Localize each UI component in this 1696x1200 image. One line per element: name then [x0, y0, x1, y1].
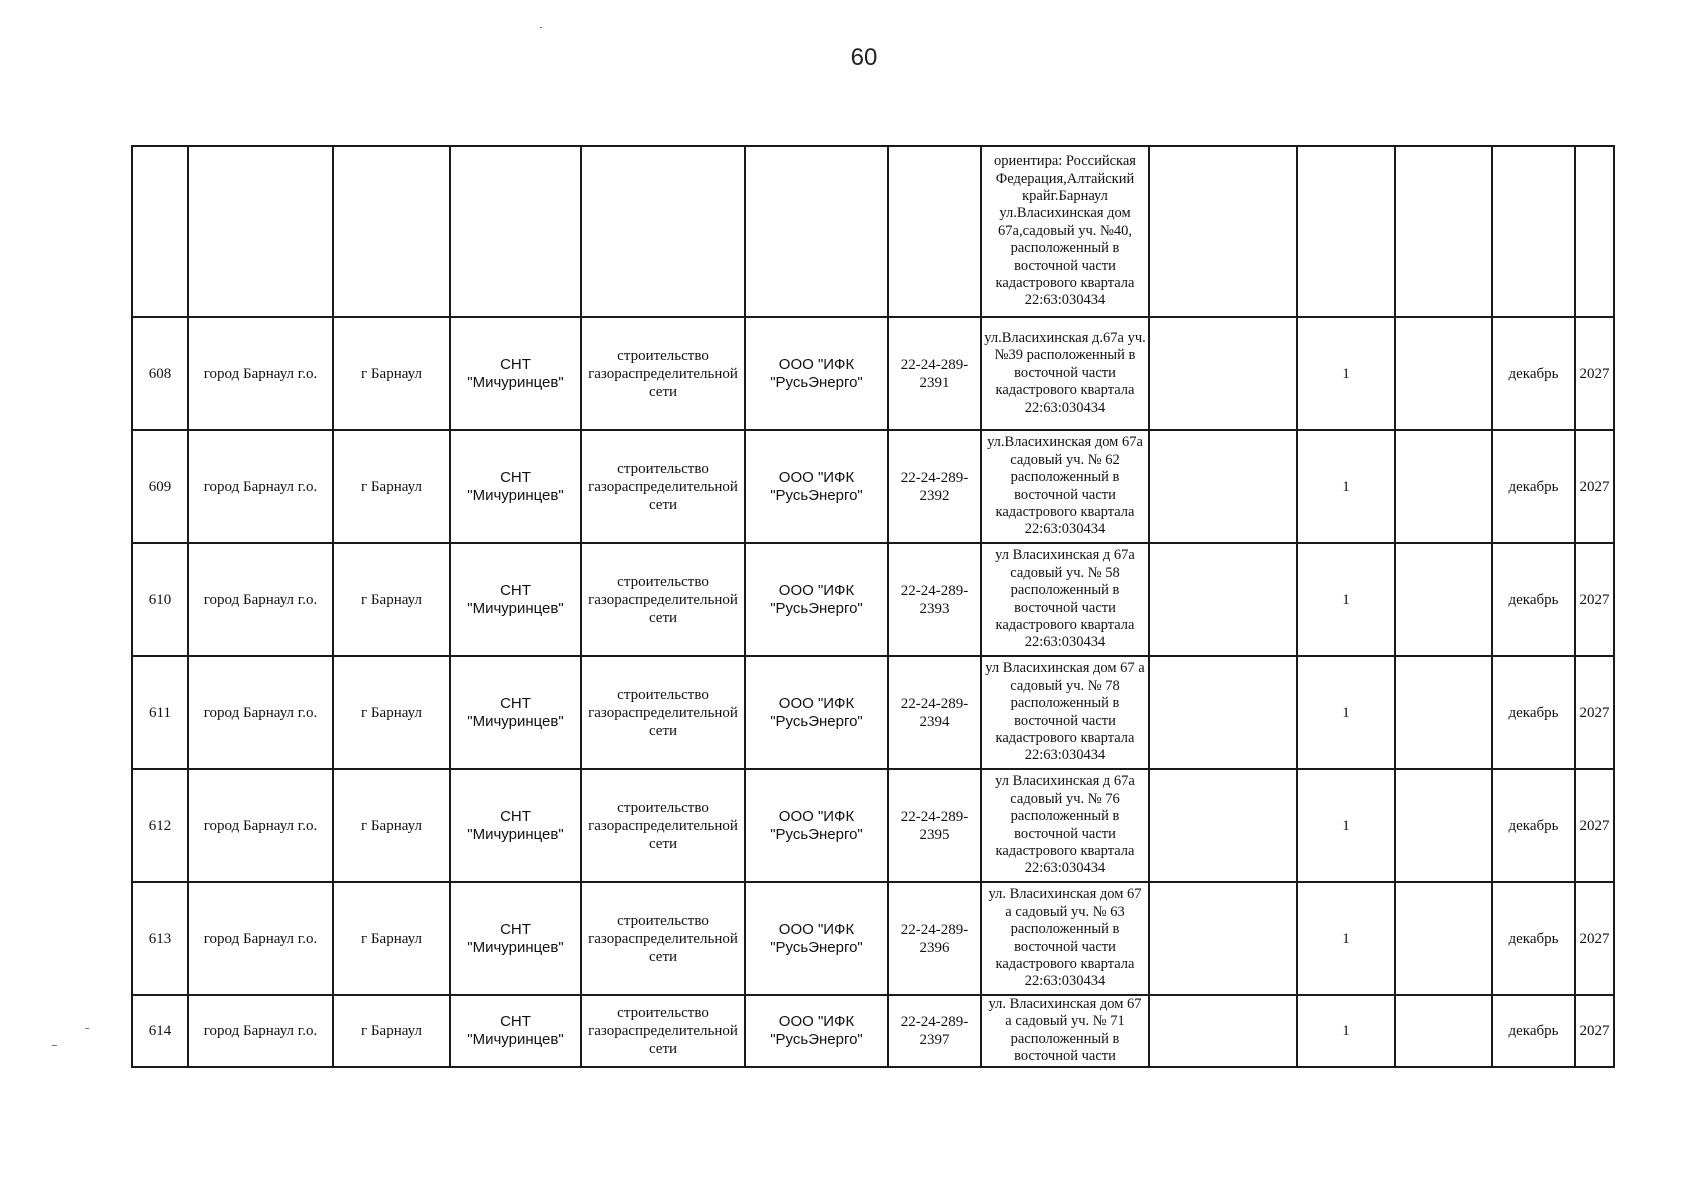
- cell-code: 22-24-289-2393: [888, 543, 981, 656]
- cell-empty: [888, 146, 981, 317]
- cell-object: СНТ "Мичуринцев": [450, 656, 581, 769]
- cell-work: строительство газораспределительной сети: [581, 769, 745, 882]
- cell-empty: [1149, 769, 1297, 882]
- cell-month: декабрь: [1492, 317, 1575, 430]
- scan-speck: [540, 27, 542, 28]
- table-row: [132, 543, 1614, 656]
- cell-settlement: г Барнаул: [333, 656, 450, 769]
- cell-count: 1: [1297, 769, 1395, 882]
- cell-organization: ООО "ИФК "РусьЭнерго": [745, 430, 888, 543]
- cell-object: СНТ "Мичуринцев": [450, 769, 581, 882]
- cell-empty: [333, 146, 450, 317]
- table-row: [132, 769, 1614, 882]
- cell-address: ул Власихинская д 67а садовый уч. № 58 расположенный в восточной части кадастрового квартала 22:63:030434: [981, 543, 1149, 656]
- cell-address: ул.Власихинская дом 67а садовый уч. № 62 расположенный в восточной части кадастрового квартала 22:63:030434: [981, 430, 1149, 543]
- cell-address: ориентира: Российская Федерация,Алтайский крайг.Барнаул ул.Власихинская дом 67а,садовый уч. №40, расположенный в восточной части кадастрового квартала 22:63:030434: [981, 146, 1149, 317]
- table-row: [132, 882, 1614, 995]
- cell-work: строительство газораспределительной сети: [581, 543, 745, 656]
- cell-count: 1: [1297, 882, 1395, 995]
- cell-organization: ООО "ИФК "РусьЭнерго": [745, 543, 888, 656]
- cell-empty: [1575, 146, 1614, 317]
- cell-code: 22-24-289-2395: [888, 769, 981, 882]
- cell-code: 22-24-289-2396: [888, 882, 981, 995]
- cell-empty: [1395, 656, 1492, 769]
- cell-address: ул. Власихинская дом 67 а садовый уч. № 63 расположенный в восточной части кадастрового квартала 22:63:030434: [981, 882, 1149, 995]
- cell-month: декабрь: [1492, 430, 1575, 543]
- cell-work: строительство газораспределительной сети: [581, 882, 745, 995]
- cell-empty: [1395, 430, 1492, 543]
- cell-object: СНТ "Мичуринцев": [450, 430, 581, 543]
- cell-count: 1: [1297, 317, 1395, 430]
- cell-code: 22-24-289-2392: [888, 430, 981, 543]
- cell-month: декабрь: [1492, 543, 1575, 656]
- table-row: [132, 317, 1614, 430]
- cell-settlement: г Барнаул: [333, 995, 450, 1067]
- registry-table: [131, 145, 1615, 1068]
- cell-work: строительство газораспределительной сети: [581, 430, 745, 543]
- cell-number: 614: [132, 995, 188, 1067]
- cell-count: 1: [1297, 543, 1395, 656]
- cell-object: СНТ "Мичуринцев": [450, 317, 581, 430]
- page-number: 60: [850, 44, 878, 71]
- cell-code: 22-24-289-2397: [888, 995, 981, 1067]
- cell-work: строительство газораспределительной сети: [581, 317, 745, 430]
- cell-organization: ООО "ИФК "РусьЭнерго": [745, 882, 888, 995]
- cell-year: 2027: [1575, 430, 1614, 543]
- scan-speck: [52, 1045, 57, 1046]
- cell-empty: [1149, 146, 1297, 317]
- cell-year: 2027: [1575, 769, 1614, 882]
- cell-empty: [1395, 769, 1492, 882]
- cell-empty: [132, 146, 188, 317]
- cell-number: 608: [132, 317, 188, 430]
- cell-municipality: город Барнаул г.о.: [188, 882, 333, 995]
- cell-organization: ООО "ИФК "РусьЭнерго": [745, 769, 888, 882]
- cell-number: 612: [132, 769, 188, 882]
- cell-empty: [450, 146, 581, 317]
- scan-speck: [85, 1028, 89, 1029]
- table-row: [132, 995, 1614, 1067]
- cell-settlement: г Барнаул: [333, 317, 450, 430]
- cell-number: 611: [132, 656, 188, 769]
- cell-count: 1: [1297, 995, 1395, 1067]
- cell-year: 2027: [1575, 995, 1614, 1067]
- cell-empty: [1395, 882, 1492, 995]
- table-row: [132, 430, 1614, 543]
- cell-month: декабрь: [1492, 882, 1575, 995]
- cell-municipality: город Барнаул г.о.: [188, 656, 333, 769]
- cell-work: строительство газораспределительной сети: [581, 995, 745, 1067]
- cell-organization: ООО "ИФК "РусьЭнерго": [745, 317, 888, 430]
- cell-empty: [1149, 430, 1297, 543]
- cell-number: 613: [132, 882, 188, 995]
- cell-code: 22-24-289-2391: [888, 317, 981, 430]
- cell-empty: [1395, 995, 1492, 1067]
- cell-municipality: город Барнаул г.о.: [188, 430, 333, 543]
- cell-empty: [1149, 543, 1297, 656]
- cell-address: ул. Власихинская дом 67 а садовый уч. № 71 расположенный в восточной части: [981, 995, 1149, 1067]
- cell-month: декабрь: [1492, 769, 1575, 882]
- cell-empty: [1395, 317, 1492, 430]
- cell-empty: [1149, 882, 1297, 995]
- cell-empty: [745, 146, 888, 317]
- cell-organization: ООО "ИФК "РусьЭнерго": [745, 995, 888, 1067]
- cell-address: ул Власихинская д 67а садовый уч. № 76 расположенный в восточной части кадастрового квартала 22:63:030434: [981, 769, 1149, 882]
- cell-empty: [1395, 543, 1492, 656]
- cell-address: ул Власихинская дом 67 а садовый уч. № 78 расположенный в восточной части кадастрового квартала 22:63:030434: [981, 656, 1149, 769]
- cell-month: декабрь: [1492, 995, 1575, 1067]
- cell-settlement: г Барнаул: [333, 543, 450, 656]
- cell-empty: [1149, 656, 1297, 769]
- cell-year: 2027: [1575, 317, 1614, 430]
- cell-empty: [1149, 995, 1297, 1067]
- cell-code: 22-24-289-2394: [888, 656, 981, 769]
- cell-object: СНТ "Мичуринцев": [450, 543, 581, 656]
- cell-settlement: г Барнаул: [333, 430, 450, 543]
- table-row: [132, 656, 1614, 769]
- cell-count: 1: [1297, 656, 1395, 769]
- cell-organization: ООО "ИФК "РусьЭнерго": [745, 656, 888, 769]
- cell-number: 609: [132, 430, 188, 543]
- cell-settlement: г Барнаул: [333, 769, 450, 882]
- continuation-row: [132, 146, 1614, 317]
- cell-work: строительство газораспределительной сети: [581, 656, 745, 769]
- cell-object: СНТ "Мичуринцев": [450, 995, 581, 1067]
- cell-municipality: город Барнаул г.о.: [188, 769, 333, 882]
- cell-number: 610: [132, 543, 188, 656]
- cell-empty: [1149, 317, 1297, 430]
- cell-month: декабрь: [1492, 656, 1575, 769]
- cell-municipality: город Барнаул г.о.: [188, 995, 333, 1067]
- cell-empty: [188, 146, 333, 317]
- cell-year: 2027: [1575, 656, 1614, 769]
- cell-settlement: г Барнаул: [333, 882, 450, 995]
- cell-address: ул.Власихинская д.67а уч. №39 расположенный в восточной части кадастрового квартала 22:63:030434: [981, 317, 1149, 430]
- cell-year: 2027: [1575, 882, 1614, 995]
- cell-count: 1: [1297, 430, 1395, 543]
- cell-municipality: город Барнаул г.о.: [188, 317, 333, 430]
- cell-year: 2027: [1575, 543, 1614, 656]
- cell-empty: [1297, 146, 1395, 317]
- cell-object: СНТ "Мичуринцев": [450, 882, 581, 995]
- cell-empty: [1395, 146, 1492, 317]
- cell-empty: [581, 146, 745, 317]
- cell-empty: [1492, 146, 1575, 317]
- cell-municipality: город Барнаул г.о.: [188, 543, 333, 656]
